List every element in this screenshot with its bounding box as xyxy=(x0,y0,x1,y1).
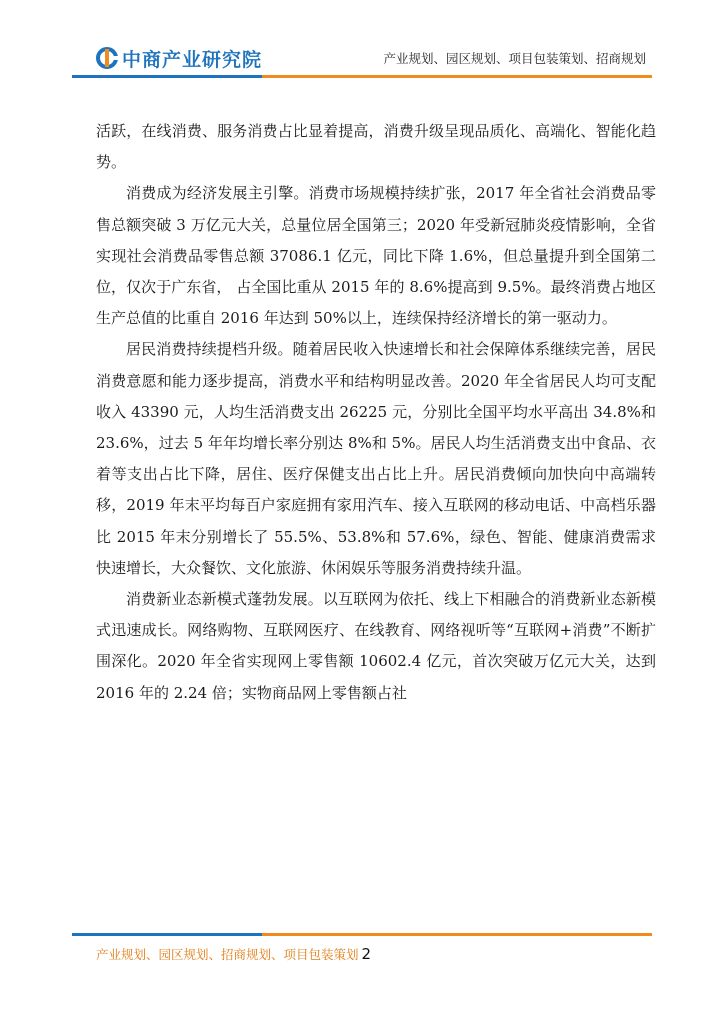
header-rule-orange xyxy=(262,75,652,78)
body-text xyxy=(96,116,656,709)
logo-text: 中商产业研究院 xyxy=(122,48,263,71)
paragraph-new-business-models: 消费新业态新模式蓬勃发展。以互联网为依托、线上下相融合的消费新业态新模式迅速成长。网络购物、互联网医疗、在线教育、网络视听等“互联网+消费”不断扩围深化。2020 年全省实现网上零售额 10602.4 亿元，首次突破万亿元大关，达到 2016 年的 2.24 倍；实物商品网上零售额占社 xyxy=(96,590,656,702)
footer-text: 产业规划、园区规划、招商规划、项目包装策划 xyxy=(96,947,359,962)
page-header xyxy=(0,0,724,80)
paragraph-consumption-upgrade: 居民消费持续提档升级。随着居民收入快速增长和社会保障体系继续完善，居民消费意愿和能力逐步提高，消费水平和结构明显改善。2020 年全省居民人均可支配收入 43390 元，人均生活消费支出 26225 元，分别比全国平均水平高出 34.8%和 23.6%，过去 5 年年均增长率分别达 8%和 5%。居民人均生活消费支出中食品、衣着等支出占比下降，居住、医疗保健支出占比上升。居民消费倾向加快向中高端转移，2019 年末平均每百户家庭拥有家用汽车、接入互联网的移动电话、中高档乐器比 2015 年末分别增长了 55.5%、53.8%和 57.6%，绿色、智能、健康消费需求快速增长，大众餐饮、文化旅游、休闲娱乐等服务消费持续升温。 xyxy=(96,340,656,577)
header-tagline: 产业规划、园区规划、项目包装策划、招商规划 xyxy=(383,51,646,66)
header-rule-blue xyxy=(72,75,262,78)
paragraph-continuation: 活跃，在线消费、服务消费占比显着提高，消费升级呈现品质化、高端化、智能化趋势。 xyxy=(96,122,656,172)
footer-rule-orange xyxy=(262,933,652,936)
logo-icon xyxy=(96,47,118,69)
logo xyxy=(96,44,262,72)
page-number: 2 xyxy=(361,945,372,963)
page-footer xyxy=(96,945,371,963)
footer-rule-blue xyxy=(72,933,262,936)
paragraph-consumption-engine: 消费成为经济发展主引擎。消费市场规模持续扩张，2017 年全省社会消费品零售总额突破 3 万亿元大关，总量位居全国第三；2020 年受新冠肺炎疫情影响，全省实现社会消费品零售总额 37086.1 亿元，同比下降 1.6%，但总量提升到全国第二位，仅次于广东省， 占全国比重从 2015 年的 8.6%提高到 9.5%。最终消费占地区生产总值的比重自 2016 年达到 50%以上，连续保持经济增长的第一驱动力。 xyxy=(96,184,656,328)
